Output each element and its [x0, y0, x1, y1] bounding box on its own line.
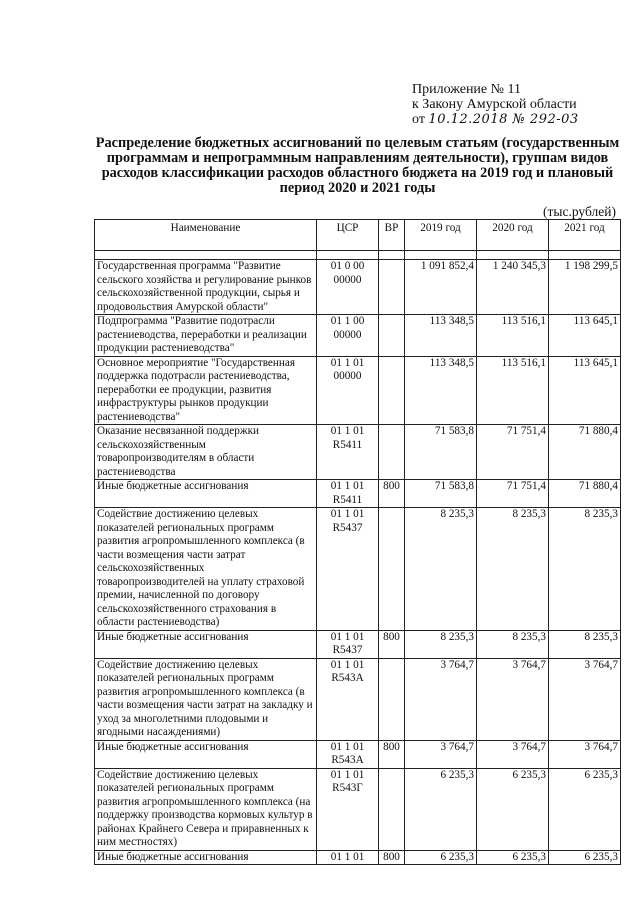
header-2019: 2019 год	[405, 220, 477, 251]
row-2020: 1 240 345,3	[477, 260, 549, 315]
row-vr	[379, 425, 405, 480]
table-row	[95, 630, 621, 658]
row-2021: 71 880,4	[549, 480, 621, 508]
row-csr: 01 1 01 R5411	[317, 480, 379, 508]
row-2020: 113 516,1	[477, 315, 549, 357]
appendix-header	[412, 82, 579, 127]
row-vr: 800	[379, 480, 405, 508]
row-2019: 71 583,8	[405, 480, 477, 508]
appendix-date-prefix: от	[412, 112, 425, 127]
appendix-number: Приложение № 11	[412, 82, 521, 97]
row-2019: 3 764,7	[405, 658, 477, 740]
header-2020: 2020 год	[477, 220, 549, 251]
budget-table	[94, 219, 621, 865]
header-2021: 2021 год	[549, 220, 621, 251]
row-2021: 6 235,3	[549, 850, 621, 865]
row-2021: 113 645,1	[549, 315, 621, 357]
row-2020: 3 764,7	[477, 658, 549, 740]
row-csr: 01 1 01 R543A	[317, 658, 379, 740]
row-2020: 3 764,7	[477, 740, 549, 768]
document-title: Распределение бюджетных ассигнований по целевым статьям (государственным программам и непрограммным направлениям деятельности), группам видов расходов классификации расходов областного бюджета на 2019 год и плановый период 2020 и 2021 годы	[95, 135, 620, 196]
row-2021: 3 764,7	[549, 740, 621, 768]
row-2020: 113 516,1	[477, 356, 549, 425]
row-name: Основное мероприятие "Государственная поддержка подотрасли растениеводства, переработки ее продукции, развития инфраструктуры рынков продукции растениеводства"	[95, 356, 317, 425]
row-vr	[379, 260, 405, 315]
row-vr: 800	[379, 850, 405, 865]
row-csr: 01 1 01 R543A	[317, 740, 379, 768]
row-2021: 8 235,3	[549, 508, 621, 631]
row-2020: 71 751,4	[477, 425, 549, 480]
row-csr: 01 1 01 00000	[317, 356, 379, 425]
row-vr	[379, 315, 405, 357]
appendix-law: к Закону Амурской области	[412, 97, 577, 112]
table-row	[95, 356, 621, 425]
row-2021: 3 764,7	[549, 658, 621, 740]
row-name: Содействие достижению целевых показателей региональных программ развития агропромышленного комплекса (в части возмещения части затрат сельскохозяйственных товаропроизводителей на уплату страховой премии, начисленной по договору сельскохозяйственного страхования в области растениеводства)	[95, 508, 317, 631]
table-row	[95, 260, 621, 315]
table-header-row	[95, 220, 621, 251]
row-name: Иные бюджетные ассигнования	[95, 480, 317, 508]
row-2021: 1 198 299,5	[549, 260, 621, 315]
row-vr	[379, 508, 405, 631]
row-csr: 01 1 01 R543Г	[317, 768, 379, 850]
row-2021: 8 235,3	[549, 630, 621, 658]
row-2019: 6 235,3	[405, 850, 477, 865]
row-vr	[379, 768, 405, 850]
handwritten-date-number: 10.12.2018 № 292-03	[428, 112, 579, 127]
header-vr: ВР	[379, 220, 405, 251]
row-csr: 01 1 00 00000	[317, 315, 379, 357]
appendix-date-line	[412, 112, 579, 127]
table-row	[95, 508, 621, 631]
row-name: Подпрограмма "Развитие подотрасли растениеводства, переработки и реализации продукции растениеводства"	[95, 315, 317, 357]
table-row	[95, 850, 621, 865]
header-name: Наименование	[95, 220, 317, 251]
table-row	[95, 658, 621, 740]
row-2020: 6 235,3	[477, 850, 549, 865]
row-csr: 01 1 01 R5411	[317, 425, 379, 480]
table-row	[95, 768, 621, 850]
row-name: Государственная программа "Развитие сельского хозяйства и регулирование рынков сельскохозяйственной продукции, сырья и продовольствия Амурской области"	[95, 260, 317, 315]
row-2021: 6 235,3	[549, 768, 621, 850]
row-2019: 113 348,5	[405, 356, 477, 425]
row-2020: 6 235,3	[477, 768, 549, 850]
row-2020: 71 751,4	[477, 480, 549, 508]
row-vr	[379, 658, 405, 740]
header-csr: ЦСР	[317, 220, 379, 251]
row-2021: 71 880,4	[549, 425, 621, 480]
row-csr: 01 1 01 R5437	[317, 508, 379, 631]
row-name: Содействие достижению целевых показателей региональных программ развития агропромышленного комплекса (в части возмещения части затрат на закладку и уход за многолетними плодовыми и ягодными насаждениями)	[95, 658, 317, 740]
table-row	[95, 315, 621, 357]
row-csr: 01 1 01	[317, 850, 379, 865]
row-2019: 113 348,5	[405, 315, 477, 357]
row-2019: 8 235,3	[405, 630, 477, 658]
row-vr	[379, 356, 405, 425]
table-row	[95, 480, 621, 508]
row-2019: 1 091 852,4	[405, 260, 477, 315]
row-2020: 8 235,3	[477, 630, 549, 658]
table-spacer-row	[95, 251, 621, 260]
table-row	[95, 740, 621, 768]
table-row	[95, 425, 621, 480]
row-2019: 8 235,3	[405, 508, 477, 631]
row-csr: 01 0 00 00000	[317, 260, 379, 315]
row-2019: 6 235,3	[405, 768, 477, 850]
row-csr: 01 1 01 R5437	[317, 630, 379, 658]
row-vr: 800	[379, 630, 405, 658]
row-vr: 800	[379, 740, 405, 768]
row-name: Оказание несвязанной поддержки сельскохозяйственным товаропроизводителям в области растениеводства	[95, 425, 317, 480]
units-label: (тыс.рублей)	[543, 204, 616, 219]
row-2019: 3 764,7	[405, 740, 477, 768]
row-2021: 113 645,1	[549, 356, 621, 425]
row-name: Содействие достижению целевых показателей региональных программ развития агропромышленного комплекса (на поддержку производства кормовых культур в районах Крайнего Севера и приравненных к ним местностях)	[95, 768, 317, 850]
row-name: Иные бюджетные ассигнования	[95, 630, 317, 658]
row-2019: 71 583,8	[405, 425, 477, 480]
row-2020: 8 235,3	[477, 508, 549, 631]
row-name: Иные бюджетные ассигнования	[95, 850, 317, 865]
row-name: Иные бюджетные ассигнования	[95, 740, 317, 768]
